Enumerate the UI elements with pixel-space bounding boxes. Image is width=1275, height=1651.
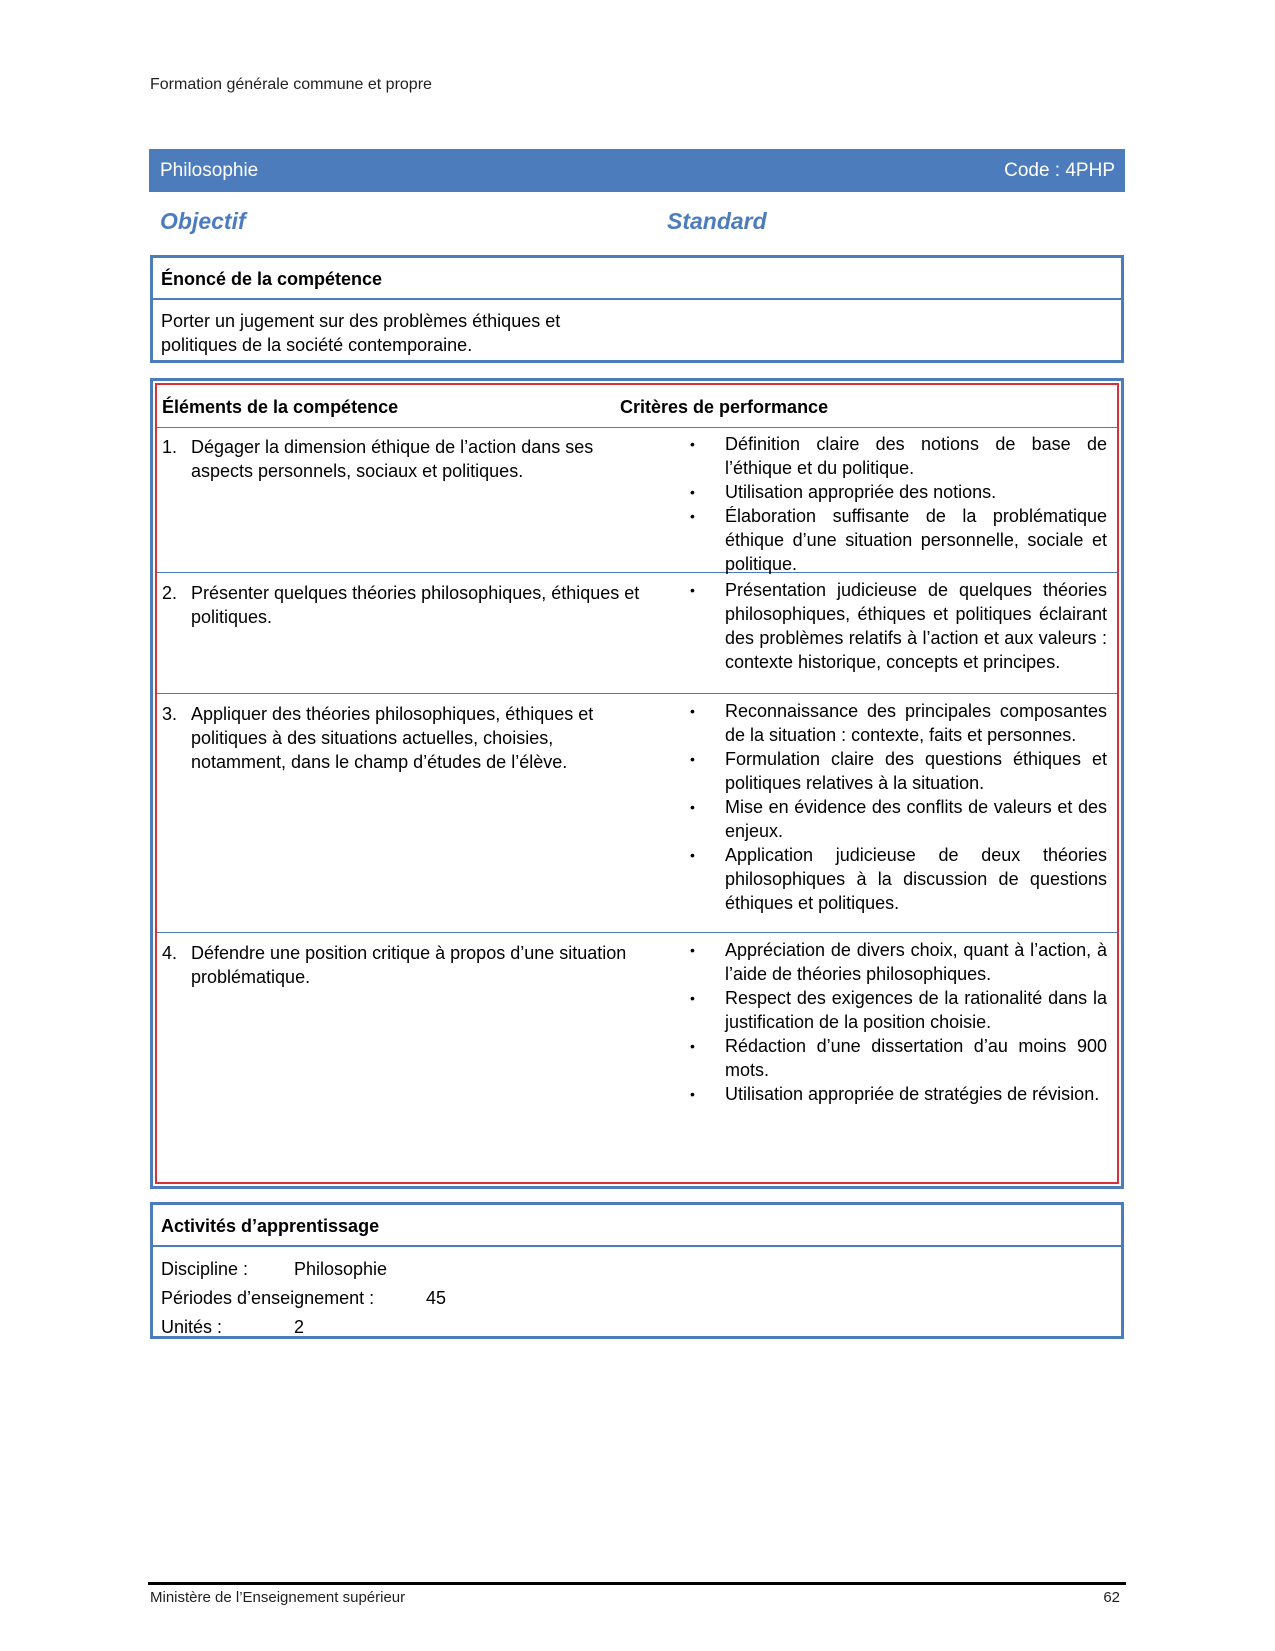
bullet-icon: • <box>690 799 695 815</box>
objective-label: Objectif <box>160 208 246 234</box>
criteria-list <box>687 432 1107 576</box>
element-number: 1. <box>162 437 178 457</box>
periodes-row <box>161 1284 1113 1313</box>
bullet-icon: • <box>690 582 695 598</box>
bullet-icon: • <box>690 484 695 500</box>
criterion-item: • Utilisation appropriée des notions. <box>687 480 1107 504</box>
element-text: Appliquer des théories philosophiques, éthiques et politiques à des situations actuelles, choisies, notamment, dans le champ d’études de l’élève. <box>191 704 594 772</box>
bullet-icon: • <box>690 847 695 863</box>
bullet-icon: • <box>690 942 695 958</box>
running-header: Formation générale commune et propre <box>150 76 432 93</box>
element-number: 3. <box>162 704 178 724</box>
periodes-label: Périodes d’enseignement : <box>161 1288 375 1308</box>
course-code: Code : 4PHP <box>1004 159 1115 181</box>
standard-label: Standard <box>667 208 767 234</box>
bullet-icon: • <box>690 436 695 452</box>
elements-table-header <box>157 385 1117 428</box>
discipline-label: Discipline : <box>161 1259 249 1279</box>
criterion-item: • Appréciation de divers choix, quant à l’action, à l’aide de théories philosophiques. <box>687 938 1107 986</box>
bullet-icon: • <box>690 508 695 524</box>
criterion-item: • Définition claire des notions de base de l’éthique et du politique. <box>687 432 1107 480</box>
element-number: 4. <box>162 943 178 963</box>
criterion-item: • Élaboration suffisante de la problématique éthique d’une situation personnelle, sociale et politique. <box>687 504 1107 576</box>
unites-value: 2 <box>294 1317 305 1337</box>
criteria-heading: Critères de performance <box>620 397 829 417</box>
enonce-text: Porter un jugement sur des problèmes éthiques et politiques de la société contemporaine. <box>161 311 561 355</box>
criterion-item: • Présentation judicieuse de quelques théories philosophiques, éthiques et politiques éclairant des problèmes relatifs à l’action et aux valeurs : contexte historique, concepts et principes. <box>687 578 1107 674</box>
element-text: Présenter quelques théories philosophiques, éthiques et politiques. <box>191 583 640 627</box>
page-number: 62 <box>1103 1589 1120 1606</box>
element-row-3 <box>157 694 1117 933</box>
criterion-item: • Formulation claire des questions éthiques et politiques relatives à la situation. <box>687 747 1107 795</box>
enonce-heading: Énoncé de la compétence <box>153 258 1121 300</box>
criterion-item: • Application judicieuse de deux théories philosophiques à la discussion de questions éthiques et politiques. <box>687 843 1107 915</box>
criterion-item: • Mise en évidence des conflits de valeurs et des enjeux. <box>687 795 1107 843</box>
subject-title-bar <box>149 149 1125 192</box>
bullet-icon: • <box>690 1086 695 1102</box>
criteria-list <box>687 578 1107 674</box>
bullet-icon: • <box>690 990 695 1006</box>
bullet-icon: • <box>690 703 695 719</box>
criterion-item: • Respect des exigences de la rationalité dans la justification de la position choisie. <box>687 986 1107 1034</box>
element-row-2 <box>157 573 1117 694</box>
criterion-item: • Reconnaissance des principales composantes de la situation : contexte, faits et personnes. <box>687 699 1107 747</box>
element-text: Défendre une position critique à propos d’une situation problématique. <box>191 943 627 987</box>
criteria-list <box>687 938 1107 1106</box>
elements-table <box>150 378 1124 1189</box>
element-row-1 <box>157 427 1117 573</box>
subject-name: Philosophie <box>160 159 259 181</box>
footer-divider <box>148 1582 1126 1585</box>
periodes-value: 45 <box>426 1288 447 1308</box>
enonce-box <box>150 255 1124 363</box>
bullet-icon: • <box>690 1038 695 1054</box>
element-number: 2. <box>162 583 178 603</box>
criterion-item: • Rédaction d’une dissertation d’au moins 900 mots. <box>687 1034 1107 1082</box>
discipline-row <box>161 1255 1113 1284</box>
activites-box <box>150 1202 1124 1339</box>
elements-heading: Éléments de la compétence <box>162 397 399 417</box>
criterion-item: • Utilisation appropriée de stratégies de révision. <box>687 1082 1107 1106</box>
footer-ministry: Ministère de l’Enseignement supérieur <box>150 1589 406 1606</box>
bullet-icon: • <box>690 751 695 767</box>
unites-label: Unités : <box>161 1317 223 1337</box>
element-row-4 <box>157 933 1117 1183</box>
unites-row <box>161 1313 1113 1342</box>
element-text: Dégager la dimension éthique de l’action dans ses aspects personnels, sociaux et politiques. <box>191 437 594 481</box>
discipline-value: Philosophie <box>294 1259 388 1279</box>
activites-heading: Activités d’apprentissage <box>153 1205 1121 1247</box>
criteria-list <box>687 699 1107 915</box>
